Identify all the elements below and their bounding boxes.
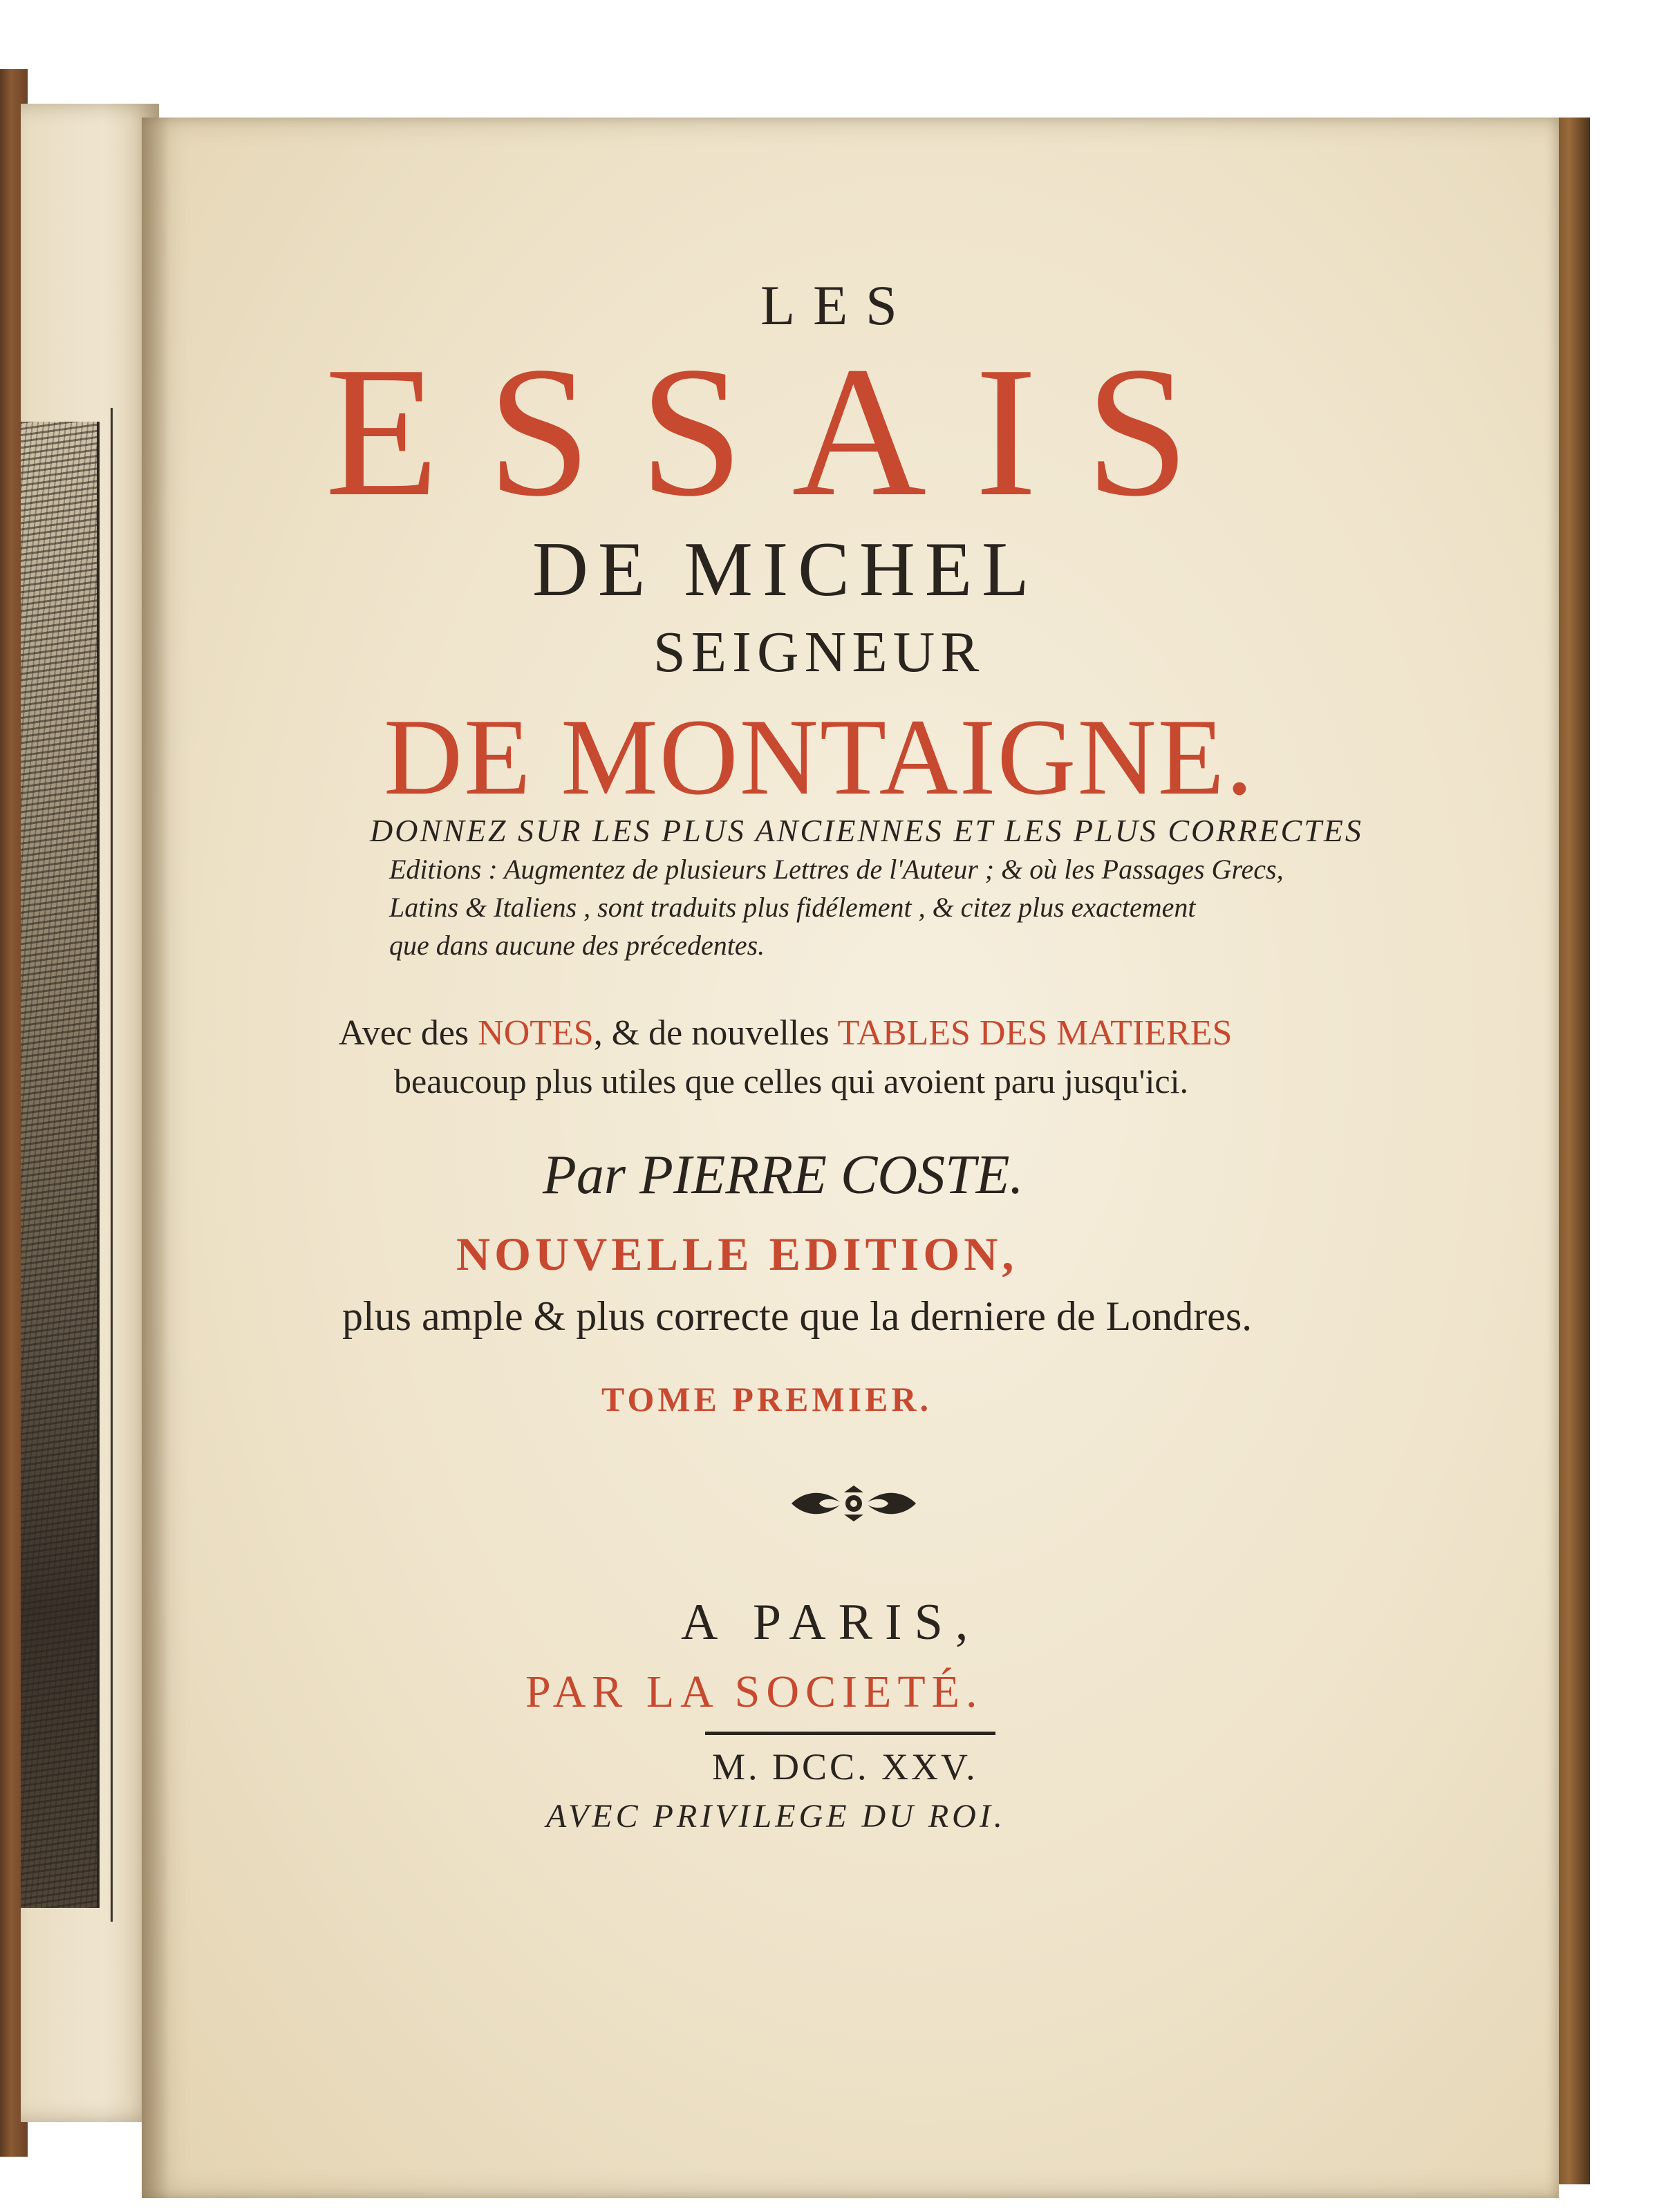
nouvelle-edition: NOUVELLE EDITION, [456,1228,1018,1280]
edition-description-line: Editions : Augmentez de plusieurs Lettres de l'Auteur ; & où les Passages Grecs, [389,854,1284,885]
edition-description [370,812,1363,962]
notes-line-2: beaucoup plus utiles que celles qui avoient paru jusqu'ici. [394,1062,1188,1100]
frontispiece-engraving [21,422,100,1908]
notes-line [339,1013,1232,1053]
edition-description-line: Latins & Italiens , sont traduits plus fidélement , & citez plus exactement [389,892,1196,923]
frontispiece-page [21,104,159,2122]
title-montaigne: DE MONTAIGNE. [384,697,1255,818]
notes-word: NOTES [478,1013,594,1053]
author-line: Par PIERRE COSTE. [543,1145,1024,1206]
edition-description-line: DONNEZ SUR LES PLUS ANCIENNES ET LES PLUS CORRECTES [370,813,1363,848]
imprint-year: M. DCC. XXV. [712,1746,978,1788]
page-gutter-shadow [142,118,169,2198]
notes-prefix: Avec des [339,1013,478,1053]
tables-word: TABLES DES MATIERES [837,1013,1233,1053]
edition-description-line: que dans aucune des précedentes. [389,930,765,961]
tome-label: TOME PREMIER. [601,1380,932,1418]
edition-note: plus ample & plus correcte que la derniere de Londres. [342,1293,1253,1339]
imprint-rule [705,1732,995,1735]
title-de-michel: DE MICHEL [532,527,1039,612]
notes-middle: , & de nouvelles [593,1013,838,1053]
privilege-line: AVEC PRIVILEGE DU ROI. [546,1798,1006,1835]
printers-ornament-icon [785,1483,923,1524]
imprint-publisher: PAR LA SOCIETÉ. [525,1667,984,1717]
title-seigneur: SEIGNEUR [653,620,985,684]
imprint-place: A PARIS, [681,1594,981,1651]
title-essais: ESSAIS [325,328,1238,535]
title-les: LES [760,274,915,337]
